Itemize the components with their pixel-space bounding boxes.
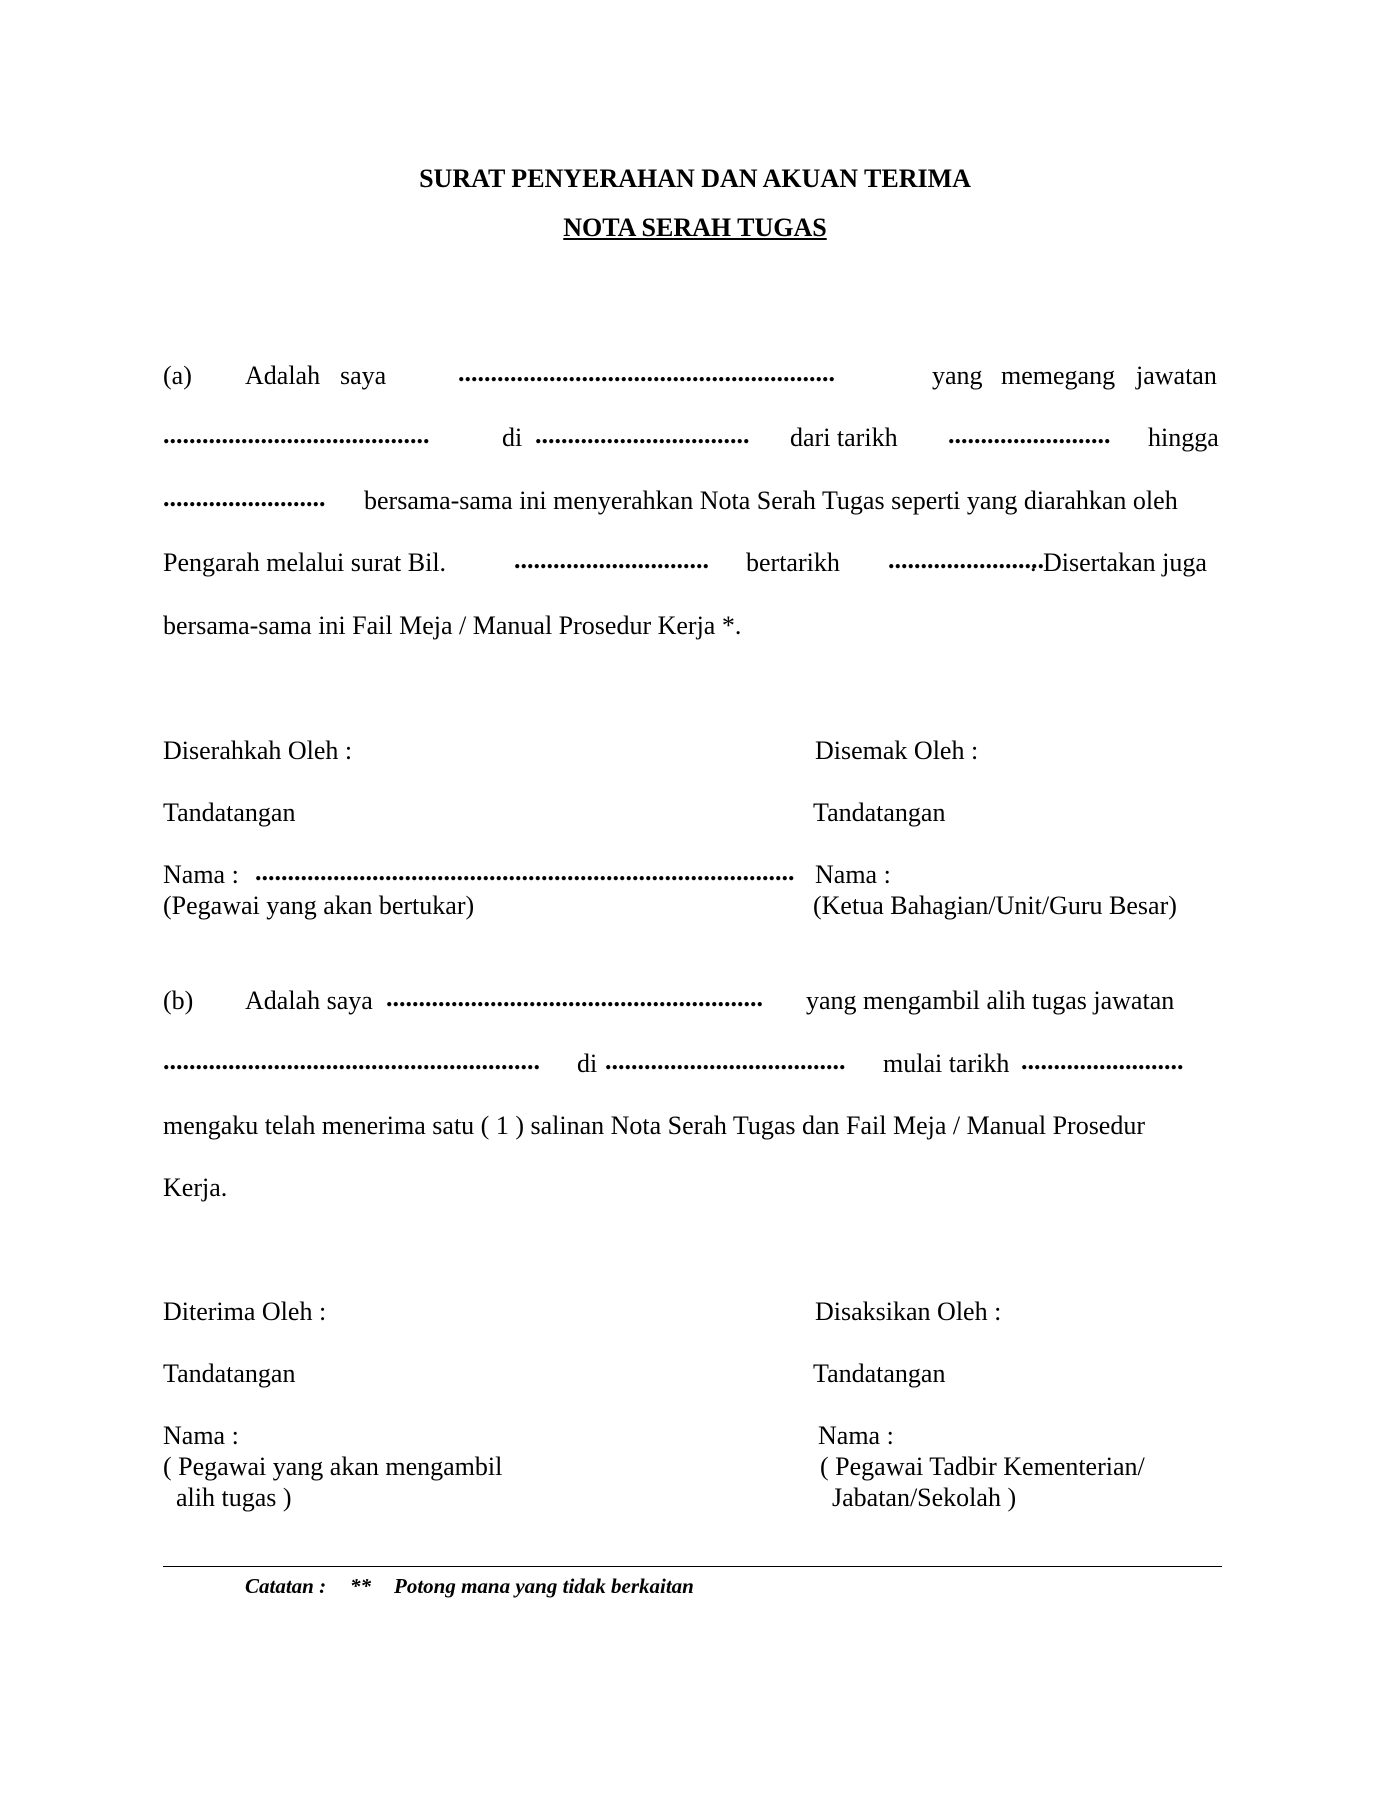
- document-subtitle: NOTA SERAH TUGAS: [563, 213, 827, 242]
- section-b-line1-tail: yang mengambil alih tugas jawatan: [806, 986, 1175, 1015]
- sign-b-right-role-line2: Jabatan/Sekolah ): [832, 1483, 1017, 1512]
- section-a-line1-w4: memegang: [1001, 361, 1116, 390]
- section-b-start-date-blank: .........................: [1021, 1046, 1184, 1075]
- sign-b-left-signature: Tandatangan: [163, 1359, 296, 1388]
- section-a-line1-w3: yang: [932, 361, 983, 390]
- section-a-from-date-blank: .........................: [948, 420, 1111, 449]
- sign-a-left-role: (Pegawai yang akan bertukar): [163, 891, 475, 920]
- sign-a-left-signature: Tandatangan: [163, 798, 296, 827]
- section-a-line2-w3: hingga: [1148, 423, 1219, 452]
- sign-b-left-name-label: Nama :: [163, 1421, 239, 1450]
- footnote-label: Catatan :: [245, 1574, 327, 1598]
- sign-b-right-name-label: Nama :: [818, 1421, 894, 1450]
- section-a-letter-no-blank: ..............................: [514, 545, 709, 574]
- section-b-marker: (b): [163, 986, 194, 1015]
- section-a-line5: bersama-sama ini Fail Meja / Manual Prosedur Kerja *.: [163, 611, 742, 640]
- section-b-line1-lead: Adalah saya: [245, 986, 373, 1015]
- sign-a-left-heading: Diserahkah Oleh :: [163, 736, 353, 765]
- sign-a-right-signature: Tandatangan: [813, 798, 946, 827]
- sign-b-right-heading: Disaksikan Oleh :: [815, 1297, 1002, 1326]
- footnote-text: Potong mana yang tidak berkaitan: [394, 1574, 694, 1598]
- section-a-line4-w1: Pengarah melalui surat Bil.: [163, 548, 447, 577]
- sign-a-left-name-label: Nama :: [163, 860, 239, 889]
- section-a-location-blank: .................................: [535, 420, 750, 449]
- document-title: SURAT PENYERAHAN DAN AKUAN TERIMA: [419, 164, 971, 193]
- section-a-line1-w1: Adalah: [245, 361, 321, 390]
- section-b-line2-w2: mulai tarikh: [883, 1049, 1010, 1078]
- sign-b-right-role-line1: ( Pegawai Tadbir Kementerian/: [820, 1452, 1145, 1481]
- section-a-letter-date-blank: ........................: [888, 545, 1044, 574]
- section-a-position-blank: .........................................: [163, 420, 430, 449]
- section-b-line2-w1: di: [577, 1049, 598, 1078]
- section-a-line2-w2: dari tarikh: [790, 423, 898, 452]
- section-b-name-blank: ..........................................................: [386, 983, 763, 1012]
- section-a-marker: (a): [163, 361, 192, 390]
- section-b-line3: mengaku telah menerima satu ( 1 ) salinan Nota Serah Tugas dan Fail Meja / Manual Prosedur: [163, 1111, 1146, 1140]
- sign-a-right-name-label: Nama :: [815, 860, 891, 889]
- section-b-position-blank: ..........................................................: [163, 1046, 540, 1075]
- sign-a-left-name-blank: ...................................................................................: [255, 857, 795, 886]
- sign-b-left-role-line2: alih tugas ): [176, 1483, 292, 1512]
- footnote-stars: **: [350, 1574, 371, 1598]
- section-a-line3-text: bersama-sama ini menyerahkan Nota Serah Tugas seperti yang diarahkan oleh: [364, 486, 1178, 515]
- section-a-line4-w2: bertarikh: [746, 548, 840, 577]
- section-a-line4-w3: . Disertakan juga: [1030, 548, 1207, 577]
- section-a-line2-w1: di: [502, 423, 523, 452]
- section-a-name-blank: ..........................................................: [458, 358, 835, 387]
- section-a-line1-w5: jawatan: [1136, 361, 1217, 390]
- section-b-location-blank: .....................................: [605, 1046, 846, 1075]
- sign-b-left-role-line1: ( Pegawai yang akan mengambil: [163, 1452, 503, 1481]
- section-b-line4: Kerja.: [163, 1173, 228, 1202]
- sign-b-right-signature: Tandatangan: [813, 1359, 946, 1388]
- section-a-line1-w2: saya: [340, 361, 387, 390]
- section-a-to-date-blank: .........................: [163, 483, 326, 512]
- sign-b-left-heading: Diterima Oleh :: [163, 1297, 327, 1326]
- footnote-divider: [163, 1566, 1222, 1567]
- sign-a-right-heading: Disemak Oleh :: [815, 736, 979, 765]
- sign-a-right-role: (Ketua Bahagian/Unit/Guru Besar): [813, 891, 1177, 920]
